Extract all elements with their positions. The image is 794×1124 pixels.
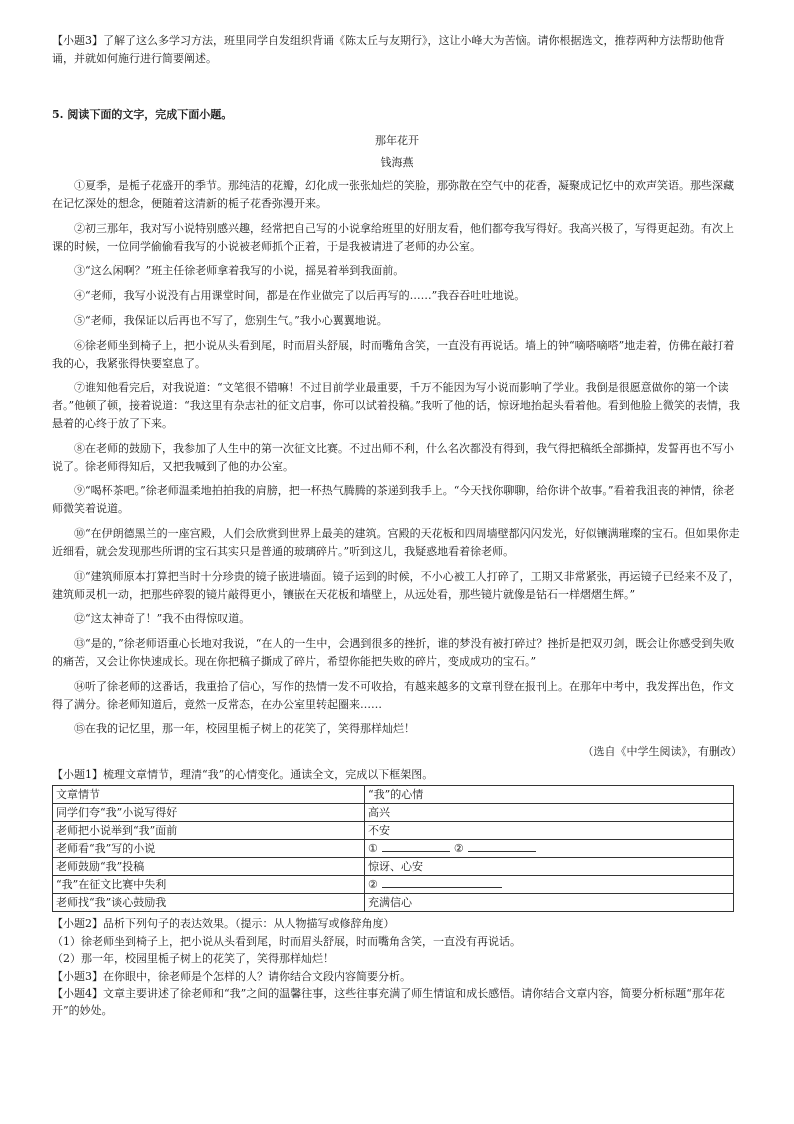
table-cell-mood: 充满信心 bbox=[365, 894, 734, 912]
subquestion-2-item: （1）徐老师坐到椅子上，把小说从头看到尾，时而眉头舒展，时而嘴角含笑，一直没有再说话。 bbox=[52, 934, 521, 948]
table-row bbox=[53, 858, 734, 876]
paragraph: ⑩“在伊朗德黑兰的一座宫殿，人们会欣赏到世界上最美的建筑。宫殿的天花板和四周墙壁都闪闪发光，好似镶满璀璨的宝石。但如果你走近细看，就会发现那些所谓的宝石其实只是普通的玻璃碎片。”听到这儿，我疑惑地看着徐老师。 bbox=[52, 527, 740, 558]
table-row bbox=[53, 840, 734, 858]
article-body bbox=[52, 177, 742, 738]
paragraph: ⑨“喝杯茶吧。”徐老师温柔地拍拍我的肩膀，把一杯热气腾腾的茶递到我手上。“今天找你聊聊，给你讲个故事。”看着我沮丧的神情，徐老师微笑着说道。 bbox=[52, 484, 735, 516]
table-row bbox=[53, 876, 734, 894]
subquestion-4: 【小题4】文章主要讲述了徐老师和“我”之间的温馨往事，这些往事充满了师生情谊和成长感悟。请你结合文章内容，简要分析标题“那年花开”的妙处。 bbox=[52, 986, 725, 1018]
paragraph: ⑧在老师的鼓励下，我参加了人生中的第一次征文比赛。不过出师不利，什么名次都没有得到，我气得把稿纸全部撕掉，发誓再也不写小说了。徐老师得知后，又把我喊到了他的办公室。 bbox=[52, 441, 734, 473]
blank-marker: ② bbox=[453, 842, 464, 856]
article-title: 那年花开 bbox=[375, 134, 419, 148]
subquestion-2-item: （2）那一年，校园里栀子树上的花笑了，笑得那样灿烂！ bbox=[52, 952, 334, 966]
table-cell-plot: 老师看“我”写的小说 bbox=[53, 840, 365, 858]
article-author: 钱海燕 bbox=[380, 156, 414, 170]
question-heading: 5. 阅读下面的文字，完成下面小题。 bbox=[52, 107, 233, 121]
paragraph: ③“这么闲啊？”班主任徐老师拿着我写的小说，摇晃着举到我面前。 bbox=[74, 264, 405, 278]
table-row bbox=[53, 894, 734, 912]
subquestion-3: 【小题3】在你眼中，徐老师是个怎样的人？请你结合文段内容简要分析。 bbox=[52, 969, 411, 983]
previous-question-text: 【小题3】了解了这么多学习方法，班里同学自发组织背诵《陈太丘与友期行》，这让小峰大为苦恼。请你根据选文，推荐两种方法帮助他背诵，并就如何施行进行简要阐述。 bbox=[52, 34, 725, 65]
exam-page bbox=[52, 32, 742, 1020]
table-row bbox=[53, 822, 734, 840]
answer-blank[interactable] bbox=[382, 840, 450, 852]
plot-mood-table bbox=[52, 785, 734, 912]
table-cell-mood: 不安 bbox=[365, 822, 734, 840]
paragraph: ⑮在我的记忆里，那一年，校园里栀子树上的花笑了，笑得那样灿烂！ bbox=[74, 722, 415, 736]
table-cell-mood bbox=[365, 840, 734, 858]
table-cell-mood: 惊讶、心安 bbox=[365, 858, 734, 876]
answer-blank[interactable] bbox=[468, 840, 536, 852]
paragraph: ④“老师，我写小说没有占用课堂时间，都是在作业做完了以后再写的……”我吞吞吐吐地说。 bbox=[74, 289, 526, 303]
paragraph: ⑭听了徐老师的这番话，我重拾了信心，写作的热情一发不可收拾，有越来越多的文章刊登在报刊上。在那年中考中，我发挥出色，作文得了满分。徐老师知道后，竟然一反常态，在办公室里转起圈来…… bbox=[52, 679, 734, 711]
paragraph: ⑫“这太神奇了！”我不由得惊叹道。 bbox=[74, 612, 251, 626]
table-cell-plot: 同学们夸“我”小说写得好 bbox=[53, 804, 365, 822]
article-source: （选自《中学生阅读》，有删改） bbox=[582, 745, 742, 759]
table-cell-mood: 高兴 bbox=[365, 804, 734, 822]
blank-marker: ② bbox=[368, 878, 378, 892]
table-header-row bbox=[53, 786, 734, 804]
table-cell-plot: 老师把小说举到“我”面前 bbox=[53, 822, 365, 840]
table-header-plot: 文章情节 bbox=[53, 786, 365, 804]
paragraph: ⑪“建筑师原本打算把当时十分珍贵的镜子嵌进墙面。镜子运到的时候，不小心被工人打碎了，工期又非常紧张，再运镜子已经来不及了，建筑师灵机一动，把那些碎裂的镜片敲得更小，镶嵌在天花板和墙壁上，从远处看，那些镜片就像是钻石一样熠熠生辉。” bbox=[52, 569, 740, 601]
table-cell-plot: “我”在征文比赛中失利 bbox=[53, 876, 365, 894]
table-cell-mood bbox=[365, 876, 734, 894]
table-header-mood: “我”的心情 bbox=[365, 786, 734, 804]
paragraph: ①夏季，是栀子花盛开的季节。那纯洁的花瓣，幻化成一张张灿烂的笑脸，那弥散在空气中的花香，凝聚成记忆中的欢声笑语。那些深藏在记忆深处的想念，便随着这清新的栀子花香弥漫开来。 bbox=[52, 179, 734, 210]
answer-blank[interactable] bbox=[382, 876, 502, 888]
paragraph: ⑬“是的，”徐老师语重心长地对我说，“在人的一生中，会遇到很多的挫折，谁的梦没有被打碎过？挫折是把双刃剑，既会让你感受到失败的痛苦，又会让你快速成长。现在你把稿子撕成了碎片，希望你能把失败的碎片，变成成功的宝石。” bbox=[52, 637, 735, 668]
table-row bbox=[53, 804, 734, 822]
subquestion-2: 【小题2】品析下列句子的表达效果。（提示：从人物描写或修辞角度） bbox=[52, 917, 395, 931]
blank-marker: ① bbox=[368, 842, 378, 856]
table-cell-plot: 老师找“我”谈心鼓励我 bbox=[53, 894, 365, 912]
paragraph: ②初三那年，我对写小说特别感兴趣，经常把自己写的小说拿给班里的好朋友看，他们都夸我写得好。我高兴极了，写得更起劲。有次上课的时候，一位同学偷偷看我写的小说被老师抓个正着，于是我被请进了老师的办公室。 bbox=[52, 221, 734, 253]
paragraph: ⑤“老师，我保证以后再也不写了，您别生气。”我小心翼翼地说。 bbox=[74, 313, 388, 327]
table-cell-plot: 老师鼓励“我”投稿 bbox=[53, 858, 365, 876]
paragraph: ⑥徐老师坐到椅子上，把小说从头看到尾，时而眉头舒展，时而嘴角含笑，一直没有再说话。墙上的钟“嘀嗒嘀嗒”地走着，仿佛在敲打着我的心，我紧张得快要窒息了。 bbox=[52, 338, 735, 370]
paragraph: ⑦谁知他看完后，对我说道：“文笔很不错嘛！不过目前学业最重要，千万不能因为写小说而影响了学业。我倒是很愿意做你的第一个读者。”他顿了顿，接着说道：“我这里有杂志社的征文启事，你可以试着投稿。”我听了他的话，惊讶地抬起头看着他。看到他脸上微笑的表情，我悬着的心终于放了下来。 bbox=[52, 381, 740, 430]
subquestion-1: 【小题1】梳理文章情节，理清“我”的心情变化。通读全文，完成以下框架图。 bbox=[52, 768, 434, 781]
